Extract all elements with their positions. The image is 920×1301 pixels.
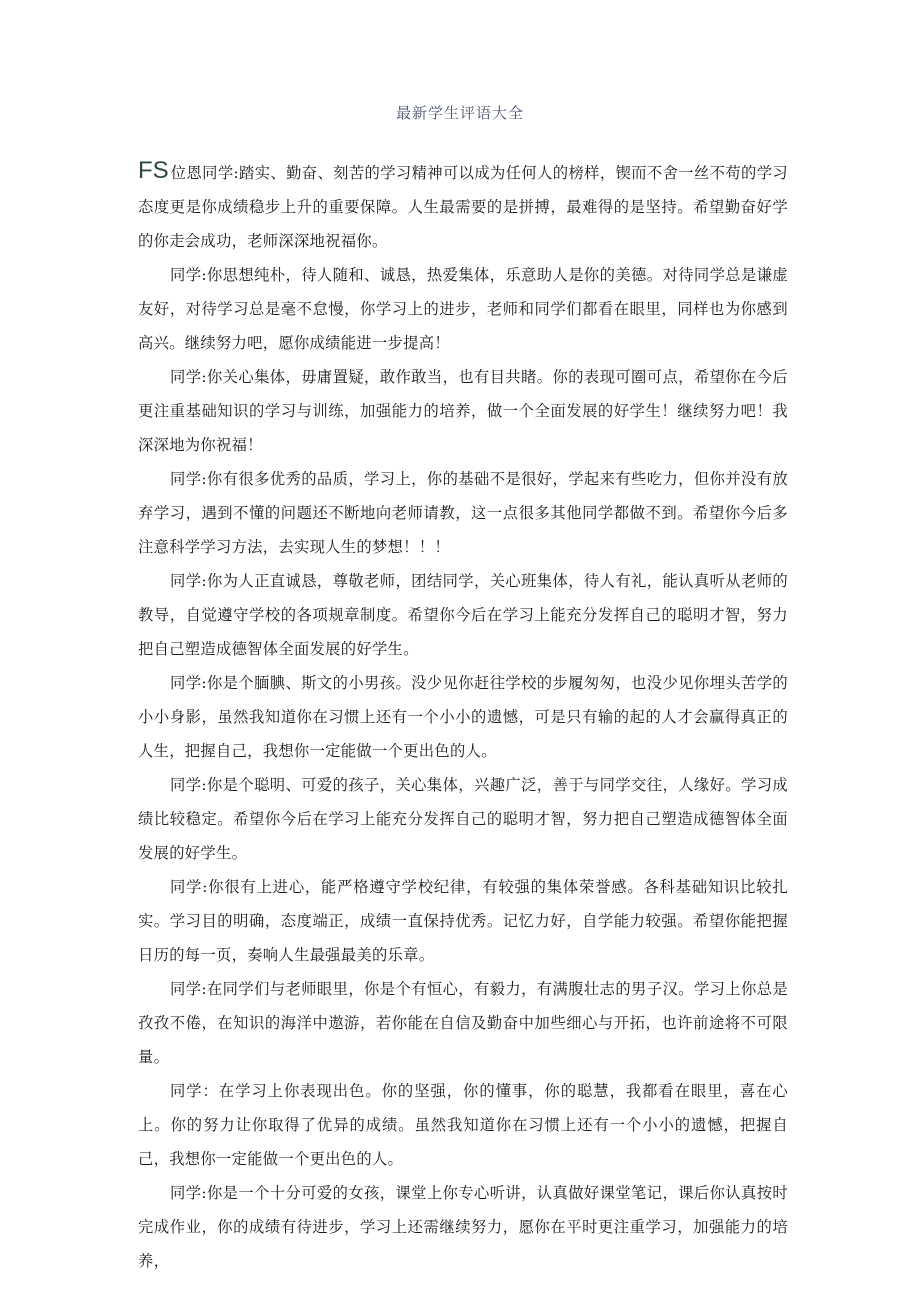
comment-paragraph: 同学:在同学们与老师眼里，你是个有恒心，有毅力，有满腹壮志的男子汉。学习上你总是孜孜不倦，在知识的海洋中遨游，若你能在自信及勤奋中加些细心与开拓，也许前途将不可限量。 bbox=[138, 980, 788, 1066]
comment-paragraph: 同学:你有很多优秀的品质，学习上，你的基础不是很好，学起来有些吃力，但你并没有放弃学习，遇到不懂的问题还不断地向老师请教，这一点很多其他同学都做不到。希望你今后多注意科学学习方法，去实现人生的梦想！！！ bbox=[138, 470, 788, 556]
comment-paragraph: 同学:你是一个十分可爱的女孩，课堂上你专心听讲，认真做好课堂笔记，课后你认真按时完成作业，你的成绩有待进步，学习上还需继续努力，愿你在平时更注重学习，加强能力的培养， bbox=[138, 1184, 788, 1270]
comment-paragraph-first bbox=[138, 154, 788, 258]
comment-paragraph: 同学：在学习上你表现出色。你的坚强，你的懂事，你的聪慧，我都看在眼里，喜在心上。你的努力让你取得了优异的成绩。虽然我知道你在习惯上还有一个小小的遗憾，把握自己，我想你一定能做一个更出色的人。 bbox=[138, 1082, 788, 1168]
comment-paragraph: 同学:你思想纯朴，待人随和、诚恳，热爱集体，乐意助人是你的美德。对待同学总是谦虚友好，对待学习总是毫不怠慢，你学习上的进步，老师和同学们都看在眼里，同样也为你感到高兴。继续努力吧，愿你成绩能进一步提高！ bbox=[138, 266, 788, 352]
comment-paragraph: 同学:你是个聪明、可爱的孩子，关心集体，兴趣广泛，善于与同学交往，人缘好。学习成绩比较稳定。希望你今后在学习上能充分发挥自己的聪明才智，努力把自己塑造成德智体全面发展的好学生。 bbox=[138, 776, 788, 862]
comment-paragraph: 同学:你是个腼腆、斯文的小男孩。没少见你赶往学校的步履匆匆，也没少见你埋头苦学的小小身影，虽然我知道你在习惯上还有一个小小的遗憾，可是只有输的起的人才会赢得真正的人生，把握自己，我想你一定能做一个更出色的人。 bbox=[138, 674, 788, 760]
comment-paragraph: 同学:你关心集体，毋庸置疑，敢作敢当，也有目共睹。你的表现可圈可点，希望你在今后更注重基础知识的学习与训练，加强能力的培养，做一个全面发展的好学生！继续努力吧！我深深地为你祝福！ bbox=[138, 368, 788, 454]
document-body bbox=[138, 154, 788, 1278]
comment-paragraph: 同学:你很有上进心，能严格遵守学校纪律，有较强的集体荣誉感。各科基础知识比较扎实。学习目的明确，态度端正，成绩一直保持优秀。记忆力好，自学能力较强。希望你能把握日历的每一页，奏响人生最强最美的乐章。 bbox=[138, 878, 788, 964]
document-title: 最新学生评语大全 bbox=[395, 104, 524, 122]
comment-text: 位恩同学:踏实、勤奋、刻苦的学习精神可以成为任何人的榜样，锲而不舍一丝不苟的学习态度更是你成绩稳步上升的重要保障。人生最需要的是拼搏，最难得的是坚持。希望勤奋好学的你走会成功，老师深深地祝福你。 bbox=[138, 164, 788, 250]
comment-paragraph: 同学:你为人正直诚恳，尊敬老师，团结同学，关心班集体，待人有礼，能认真听从老师的教导，自觉遵守学校的各项规章制度。希望你今后在学习上能充分发挥自己的聪明才智，努力把自己塑造成德智体全面发展的好学生。 bbox=[138, 572, 788, 658]
fs-mark: FS bbox=[138, 157, 169, 184]
